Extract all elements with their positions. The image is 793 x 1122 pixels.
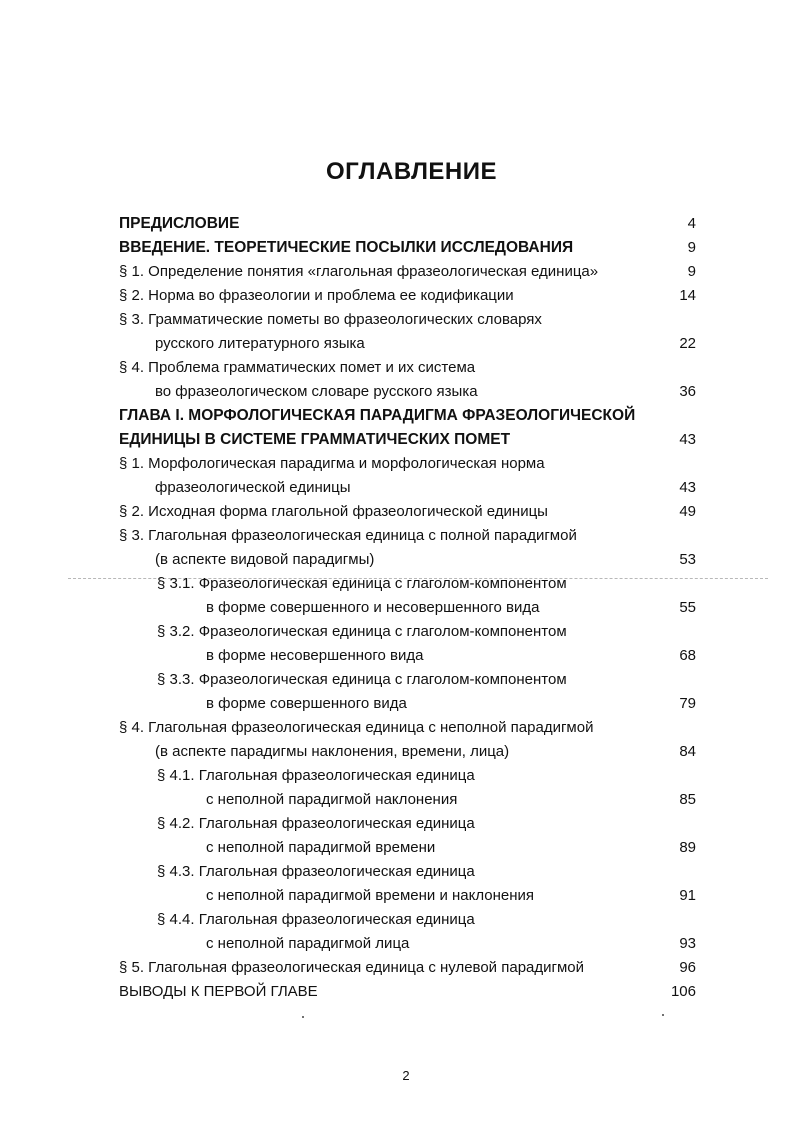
toc-entry[interactable]	[0, 236, 793, 260]
toc-entry-page: 22	[679, 335, 696, 352]
toc-entry-text: ПРЕДИСЛОВИЕ	[119, 215, 240, 232]
toc-entry[interactable]	[0, 452, 793, 476]
toc-entry[interactable]	[0, 260, 793, 284]
toc-entry-text: § 1. Морфологическая парадигма и морфологическая норма	[119, 455, 545, 472]
toc-entry-text: § 2. Исходная форма глагольной фразеологической единицы	[119, 503, 548, 520]
toc-entry[interactable]	[0, 932, 793, 956]
page-title: ОГЛАВЛЕНИЕ	[325, 158, 498, 185]
toc-entry-text: § 4. Проблема грамматических помет и их система	[119, 359, 476, 376]
toc-entry[interactable]	[0, 548, 793, 572]
toc-entry[interactable]	[0, 836, 793, 860]
toc-entry[interactable]	[0, 428, 793, 452]
toc-entry[interactable]	[0, 788, 793, 812]
toc-entry[interactable]	[0, 524, 793, 548]
toc-entry-page: 84	[679, 743, 696, 760]
toc-entry-text: во фразеологическом словаре русского языка	[155, 383, 478, 400]
toc-entry-page: 43	[679, 431, 696, 448]
toc-entry-page: 9	[687, 263, 696, 280]
toc-entry[interactable]	[0, 500, 793, 524]
scan-speck	[302, 1016, 304, 1018]
toc-entry-page: 36	[679, 383, 696, 400]
toc-entry-text: ВВЕДЕНИЕ. ТЕОРЕТИЧЕСКИЕ ПОСЫЛКИ ИССЛЕДОВАНИЯ	[119, 239, 574, 256]
scan-speck	[662, 1014, 664, 1016]
toc-entry-text: (в аспекте парадигмы наклонения, времени, лица)	[155, 743, 510, 760]
toc-entry-text: § 4. Глагольная фразеологическая единица с неполной парадигмой	[119, 719, 594, 736]
toc-entry[interactable]	[0, 764, 793, 788]
toc-entry-text: § 4.4. Глагольная фразеологическая единица	[157, 911, 475, 928]
toc-entry[interactable]	[0, 572, 793, 596]
toc-entry-text: § 3.1. Фразеологическая единица с глаголом-компонентом	[157, 575, 567, 592]
toc-entry-page: 91	[679, 887, 696, 904]
toc-entry-page: 4	[687, 215, 696, 232]
toc-entry-text: в форме совершенного и несовершенного вида	[206, 599, 540, 616]
toc-entry-page: 55	[679, 599, 696, 616]
toc-entry-page: 85	[679, 791, 696, 808]
toc-entry[interactable]	[0, 596, 793, 620]
toc-entry-text: с неполной парадигмой времени	[206, 839, 436, 856]
toc-entry-text: фразеологической единицы	[155, 479, 351, 496]
toc-entry[interactable]	[0, 620, 793, 644]
toc-entry-page: 68	[679, 647, 696, 664]
toc-entry-text: ГЛАВА I. МОРФОЛОГИЧЕСКАЯ ПАРАДИГМА ФРАЗЕОЛОГИЧЕСКОЙ	[119, 407, 636, 424]
toc-entry-page: 53	[679, 551, 696, 568]
toc-entry[interactable]	[0, 740, 793, 764]
toc-entry[interactable]	[0, 380, 793, 404]
toc-entry[interactable]	[0, 476, 793, 500]
toc-entry-text: русского литературного языка	[155, 335, 365, 352]
toc-entry-text: в форме совершенного вида	[206, 695, 407, 712]
toc-entry[interactable]	[0, 860, 793, 884]
toc-entry-page: 89	[679, 839, 696, 856]
toc-entry[interactable]	[0, 884, 793, 908]
page-number: 2	[402, 1068, 410, 1083]
toc-entry[interactable]	[0, 716, 793, 740]
toc-entry-text: § 3. Глагольная фразеологическая единица с полной парадигмой	[119, 527, 577, 544]
toc-entry-page: 43	[679, 479, 696, 496]
toc-entry[interactable]	[0, 284, 793, 308]
toc-entry-text: § 3.2. Фразеологическая единица с глаголом-компонентом	[157, 623, 567, 640]
toc-entry-text: § 3. Грамматические пометы во фразеологических словарях	[119, 311, 542, 328]
toc-entry-text: с неполной парадигмой лица	[206, 935, 410, 952]
table-of-contents	[0, 212, 793, 1004]
toc-entry-text: § 4.1. Глагольная фразеологическая единица	[157, 767, 475, 784]
toc-entry-text: § 2. Норма во фразеологии и проблема ее кодификации	[119, 287, 514, 304]
toc-entry-text: § 1. Определение понятия «глагольная фразеологическая единица»	[119, 263, 599, 280]
toc-entry[interactable]	[0, 308, 793, 332]
toc-entry[interactable]	[0, 644, 793, 668]
toc-entry-text: ЕДИНИЦЫ В СИСТЕМЕ ГРАММАТИЧЕСКИХ ПОМЕТ	[119, 431, 511, 448]
toc-entry-page: 9	[687, 239, 696, 256]
toc-entry-text: с неполной парадигмой наклонения	[206, 791, 458, 808]
toc-entry-page: 14	[679, 287, 696, 304]
toc-entry[interactable]	[0, 332, 793, 356]
toc-entry[interactable]	[0, 980, 793, 1004]
toc-entry-text: (в аспекте видовой парадигмы)	[155, 551, 375, 568]
toc-entry-text: в форме несовершенного вида	[206, 647, 424, 664]
toc-entry-text: § 5. Глагольная фразеологическая единица с нулевой парадигмой	[119, 959, 585, 976]
toc-entry[interactable]	[0, 356, 793, 380]
toc-entry[interactable]	[0, 404, 793, 428]
toc-entry-page: 106	[670, 983, 696, 1000]
toc-entry-page: 96	[679, 959, 696, 976]
toc-entry[interactable]	[0, 212, 793, 236]
toc-entry-page: 79	[679, 695, 696, 712]
toc-entry-text: с неполной парадигмой времени и наклонения	[206, 887, 535, 904]
toc-entry[interactable]	[0, 692, 793, 716]
toc-entry[interactable]	[0, 908, 793, 932]
toc-entry-text: ВЫВОДЫ К ПЕРВОЙ ГЛАВЕ	[119, 983, 318, 1000]
toc-entry-page: 49	[679, 503, 696, 520]
toc-entry-text: § 4.2. Глагольная фразеологическая единица	[157, 815, 475, 832]
toc-entry-text: § 3.3. Фразеологическая единица с глаголом-компонентом	[157, 671, 567, 688]
toc-entry-text: § 4.3. Глагольная фразеологическая единица	[157, 863, 475, 880]
toc-entry[interactable]	[0, 956, 793, 980]
toc-entry[interactable]	[0, 668, 793, 692]
toc-entry[interactable]	[0, 812, 793, 836]
toc-entry-page: 93	[679, 935, 696, 952]
